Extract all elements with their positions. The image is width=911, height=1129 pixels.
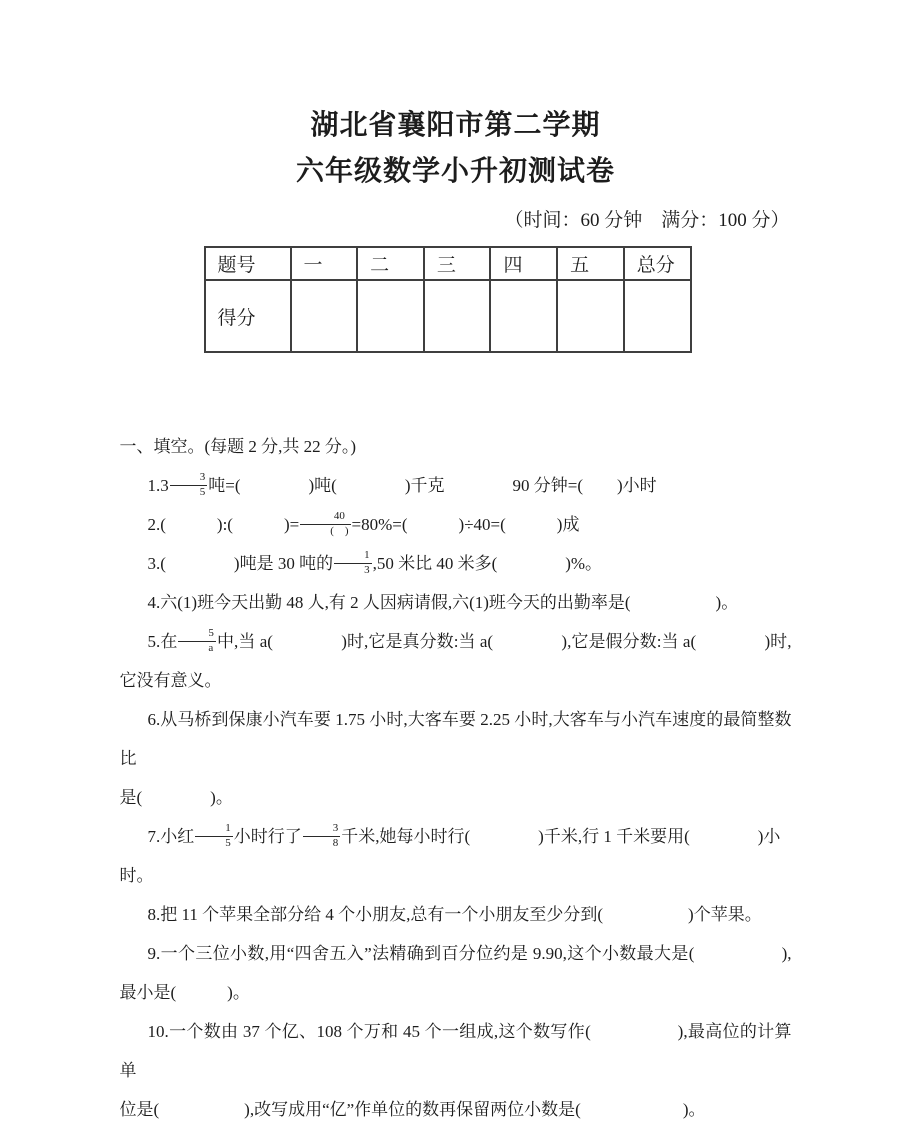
fraction: $\frac{1}{5}$ <box>195 822 233 851</box>
question-line: 1.3 $\frac{3}{5}$ 吨=( )吨( )千克 90 分钟=( )小时 <box>147 470 657 498</box>
score-table-score-row <box>205 280 691 352</box>
question-line: 它没有意义。 <box>119 671 222 690</box>
paper-meta-time-score: （时间：60 分钟 满分：100 分） <box>504 210 790 231</box>
section-one-heading: 一、填空。(每题 2 分,共 22 分。) <box>119 437 357 456</box>
question-list <box>120 466 792 1129</box>
question <box>120 466 792 505</box>
fraction: $\frac{3}{8}$ <box>303 822 341 851</box>
question-line: 6.从马桥到保康小汽车要 1.75 小时,大客车要 2.25 小时,大客车与小汽车速度的最简整数比 <box>119 710 792 768</box>
score-cell <box>357 280 424 352</box>
score-table <box>204 246 692 353</box>
question-line: 5.在 $\frac{5}{a}$ 中,当 a( )时,它是真分数:当 a( ),它是假分数:当 a( )时, <box>147 626 792 654</box>
score-table-column-header: 总分 <box>624 247 691 280</box>
question <box>120 622 792 700</box>
score-table-column-header: 一 <box>291 247 358 280</box>
question-line: 是( )。 <box>119 788 233 807</box>
question <box>120 544 792 583</box>
question <box>120 895 792 934</box>
score-cell <box>624 280 691 352</box>
question-line: 10.一个数由 37 个亿、108 个万和 45 个一组成,这个数写作( ),最高位的计算单 <box>119 1022 792 1080</box>
question <box>120 1012 792 1129</box>
score-cell <box>424 280 491 352</box>
question <box>120 583 792 622</box>
question-line: 4.六(1)班今天出勤 48 人,有 2 人因病请假,六(1)班今天的出勤率是( )。 <box>147 593 739 612</box>
question <box>120 817 792 895</box>
score-cell <box>557 280 624 352</box>
score-table-column-header: 三 <box>424 247 491 280</box>
question-line: 2.( ):( )= $\frac{40}{( )}$ =80%=( )÷40=( )成 <box>147 509 580 537</box>
fraction: $\frac{40}{( )}$ <box>300 510 350 539</box>
score-table-column-header: 二 <box>357 247 424 280</box>
test-paper <box>120 112 792 1129</box>
paper-title-line2: 六年级数学小升初测试卷 <box>295 156 615 187</box>
score-cell <box>490 280 557 352</box>
question-line: 位是( ),改写成用“亿”作单位的数再保留两位小数是( )。 <box>119 1100 706 1119</box>
fraction: $\frac{5}{a}$ <box>178 627 216 656</box>
question-line: 最小是( )。 <box>119 983 250 1002</box>
fraction: $\frac{3}{5}$ <box>170 471 208 500</box>
score-table-row-label: 得分 <box>205 280 291 352</box>
score-table-column-header: 五 <box>557 247 624 280</box>
question <box>120 934 792 1012</box>
question <box>120 505 792 544</box>
question-line: 8.把 11 个苹果全部分给 4 个小朋友,总有一个小朋友至少分到( )个苹果。 <box>147 905 762 924</box>
question-line: 7.小红 $\frac{1}{5}$ 小时行了 $\frac{3}{8}$ 千米,她每小时行( )千米,行 1 千米要用( )小时。 <box>119 821 781 885</box>
question <box>120 700 792 817</box>
paper-title-line1: 湖北省襄阳市第二学期 <box>310 110 601 141</box>
fraction: $\frac{1}{3}$ <box>334 549 372 578</box>
question-line: 9.一个三位小数,用“四舍五入”法精确到百分位约是 9.90,这个小数最大是( ), <box>147 944 792 963</box>
score-cell <box>291 280 358 352</box>
score-table-corner-cell: 题号 <box>205 247 291 280</box>
score-table-header-row <box>205 247 691 280</box>
question-line: 3.( )吨是 30 吨的 $\frac{1}{3}$ ,50 米比 40 米多( )%。 <box>147 548 603 576</box>
score-table-column-header: 四 <box>490 247 557 280</box>
